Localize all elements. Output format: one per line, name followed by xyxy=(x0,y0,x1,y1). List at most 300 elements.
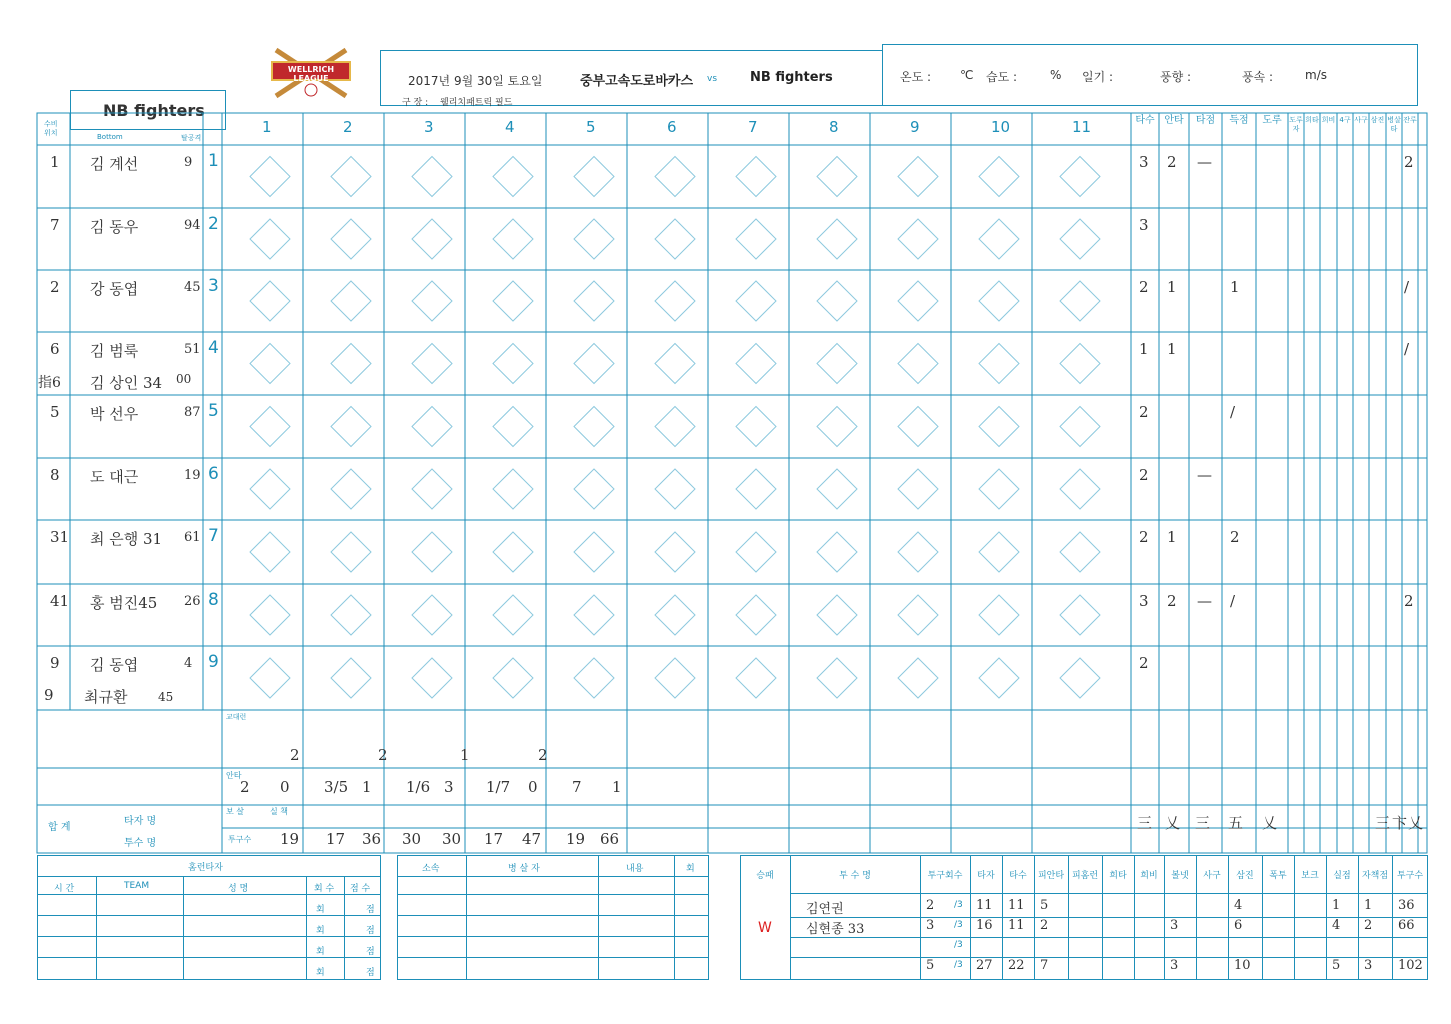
base-diamond xyxy=(331,344,371,384)
base-diamond xyxy=(979,219,1019,259)
inning-runs: 2 xyxy=(290,746,300,764)
wind-speed-label: 풍속 : xyxy=(1242,70,1274,84)
hr-col-time: 시 간 xyxy=(54,884,75,894)
base-diamond xyxy=(736,469,776,509)
base-diamond xyxy=(250,532,290,572)
sub-name-2: 최규환 xyxy=(84,688,128,706)
base-diamond xyxy=(412,595,452,635)
batter-stat: 2 xyxy=(1139,654,1149,672)
inning-header: 3 xyxy=(424,118,434,136)
batter-name: 김 계선 xyxy=(90,155,139,173)
batter-stat: 2 xyxy=(1139,403,1149,421)
hr-unit-inning: 회 xyxy=(316,926,325,936)
pitcher-col-header: 자책점 xyxy=(1361,871,1389,881)
hr-unit-score: 점 xyxy=(366,968,375,978)
base-diamond xyxy=(250,658,290,698)
batter-name: 김 동우 xyxy=(90,218,139,236)
homerun-box xyxy=(37,855,381,980)
pitcher-innings-frac: /3 xyxy=(954,920,963,930)
stat-header: 득점 xyxy=(1229,115,1249,126)
base-diamond xyxy=(1060,658,1100,698)
base-diamond xyxy=(493,219,533,259)
sub-name-1: 김 상인 34 xyxy=(90,374,163,392)
batting-order: 9 xyxy=(208,652,219,672)
base-diamond xyxy=(817,219,857,259)
hr-unit-score: 점 xyxy=(366,926,375,936)
pitcher-col-header: 희타 xyxy=(1109,871,1127,881)
pitcher-runs: 1 xyxy=(1332,898,1341,913)
inning-hits: 3/5 xyxy=(324,778,349,796)
base-diamond xyxy=(412,658,452,698)
base-diamond xyxy=(412,344,452,384)
base-diamond xyxy=(1060,532,1100,572)
inning-hits: 0 xyxy=(280,778,290,796)
base-diamond xyxy=(898,532,938,572)
pitcher-hits: 7 xyxy=(1040,958,1049,973)
inning-pitches: 17 xyxy=(484,830,504,848)
base-diamond xyxy=(979,658,1019,698)
base-diamond xyxy=(493,344,533,384)
pitcher-innings-frac: /3 xyxy=(954,960,963,970)
batter-name: 강 동엽 xyxy=(90,280,139,298)
inning-hits: 1 xyxy=(362,778,372,796)
inning-hits: 3 xyxy=(444,778,454,796)
pitcher-col-header: 타수 xyxy=(1009,871,1027,881)
batter-number: 87 xyxy=(184,405,201,420)
pitcher-strikeouts: 10 xyxy=(1234,958,1251,973)
batting-order: 1 xyxy=(208,151,219,171)
batter-stat: 3 xyxy=(1139,592,1149,610)
batter-name: 김 동엽 xyxy=(90,656,139,674)
base-diamond xyxy=(493,157,533,197)
pitcher-col-header: 볼넷 xyxy=(1171,871,1189,881)
base-diamond xyxy=(574,658,614,698)
pitcher-strikeouts: 4 xyxy=(1234,898,1243,913)
batter-name: 도 대근 xyxy=(90,468,139,486)
pitch-label: 투구수 xyxy=(228,835,252,844)
pitcher-col-header: 투구수 xyxy=(1396,871,1424,881)
base-diamond xyxy=(250,281,290,321)
base-diamond xyxy=(736,658,776,698)
batter-stat: 1 xyxy=(1167,340,1177,358)
batter-position: 8 xyxy=(50,466,60,484)
base-diamond xyxy=(979,157,1019,197)
base-diamond xyxy=(898,595,938,635)
base-diamond xyxy=(655,407,695,447)
pitcher-name: 심현종 33 xyxy=(806,922,865,937)
batting-order: 3 xyxy=(208,276,219,296)
pitcher-row-divider xyxy=(790,893,1428,894)
inning-pitches: 47 xyxy=(522,830,542,848)
inning-header: 2 xyxy=(343,118,353,136)
hr-col-name: 성 명 xyxy=(228,884,249,894)
hr-col-inning: 회 수 xyxy=(314,884,335,894)
batter-position: 9 xyxy=(50,654,60,672)
ej-col-team: 소속 xyxy=(422,864,440,874)
stat-header: 희비 xyxy=(1321,116,1336,124)
base-diamond xyxy=(898,219,938,259)
batter-name: 김 범룩 xyxy=(90,342,139,360)
base-diamond xyxy=(898,469,938,509)
batter-name: 홍 범진45 xyxy=(90,594,158,612)
base-diamond xyxy=(574,219,614,259)
inning-header: 11 xyxy=(1072,118,1092,136)
pitcher-col-header: 타자 xyxy=(977,871,995,881)
wind-unit: m/s xyxy=(1305,68,1327,82)
base-diamond xyxy=(736,407,776,447)
base-diamond xyxy=(331,469,371,509)
pitcher-at-bats: 11 xyxy=(1008,918,1025,933)
stat-header: 잔루 xyxy=(1403,116,1417,124)
base-diamond xyxy=(1060,595,1100,635)
inning-pitches: 30 xyxy=(442,830,462,848)
batter-number: 9 xyxy=(184,155,193,170)
base-diamond xyxy=(331,281,371,321)
pitcher-pitch-count: 36 xyxy=(1398,898,1415,913)
stadium-name: 웰리치패트릭 필드 xyxy=(440,98,513,108)
base-diamond xyxy=(817,281,857,321)
batting-order: 4 xyxy=(208,338,219,358)
inning-header: 1 xyxy=(262,118,272,136)
pitcher-hits: 5 xyxy=(1040,898,1049,913)
team-name: NB fighters xyxy=(103,101,205,120)
totals-batters-label: 타자 명 xyxy=(124,816,157,827)
batting-order: 8 xyxy=(208,590,219,610)
pitcher-col-header: 실점 xyxy=(1333,871,1351,881)
batter-number: 45 xyxy=(184,280,201,295)
pitcher-pitch-count: 66 xyxy=(1398,918,1415,933)
base-diamond xyxy=(1060,157,1100,197)
pitcher-win-loss: W xyxy=(758,920,772,936)
batting-order: 2 xyxy=(208,214,219,234)
base-diamond xyxy=(412,281,452,321)
change-label: 교대런 xyxy=(226,713,247,721)
base-diamond xyxy=(1060,344,1100,384)
batter-number: 4 xyxy=(184,656,193,671)
inning-pitches: 19 xyxy=(280,830,300,848)
sub-pos-2: 9 xyxy=(44,686,54,704)
base-diamond xyxy=(250,344,290,384)
base-diamond xyxy=(250,469,290,509)
base-diamond xyxy=(736,219,776,259)
base-diamond xyxy=(250,595,290,635)
stat-total: 乂 xyxy=(1408,814,1424,832)
batting-order: 5 xyxy=(208,401,219,421)
ejection-box xyxy=(397,855,709,980)
base-diamond xyxy=(331,595,371,635)
base-diamond xyxy=(1060,219,1100,259)
stat-total: 三 xyxy=(1195,814,1211,832)
base-diamond xyxy=(898,157,938,197)
stat-total: 乂 xyxy=(1165,814,1181,832)
batter-stat: — xyxy=(1197,466,1212,484)
base-diamond xyxy=(412,219,452,259)
base-diamond xyxy=(331,219,371,259)
base-diamond xyxy=(817,595,857,635)
hr-col-score: 점 수 xyxy=(350,884,371,894)
base-diamond xyxy=(574,157,614,197)
batter-stat: 1 xyxy=(1139,340,1149,358)
inning-header: 7 xyxy=(748,118,758,136)
batter-stat: / xyxy=(1230,403,1236,421)
base-diamond xyxy=(979,595,1019,635)
base-diamond xyxy=(250,407,290,447)
base-diamond xyxy=(1060,281,1100,321)
base-diamond xyxy=(574,407,614,447)
stadium-label: 구 장 : xyxy=(402,98,429,108)
base-diamond xyxy=(817,532,857,572)
pitcher-col-header: 삼진 xyxy=(1236,871,1254,881)
batter-stat: 2 xyxy=(1139,466,1149,484)
base-diamond xyxy=(655,344,695,384)
batter-stat: 2 xyxy=(1167,153,1177,171)
stat-header: 안타 xyxy=(1164,115,1184,126)
inning-header: 6 xyxy=(667,118,677,136)
inning-pitches: 19 xyxy=(566,830,586,848)
base-diamond xyxy=(979,344,1019,384)
pitcher-col-header: 폭투 xyxy=(1269,871,1287,881)
batter-left-on-base: / xyxy=(1404,278,1410,296)
base-diamond xyxy=(817,344,857,384)
ej-col-player: 병 살 자 xyxy=(508,864,540,874)
batter-stat: 2 xyxy=(1167,592,1177,610)
base-diamond xyxy=(655,658,695,698)
base-diamond xyxy=(250,157,290,197)
inning-header: 8 xyxy=(829,118,839,136)
stat-header: 삼진 xyxy=(1370,116,1385,124)
hits-label: 안타 xyxy=(226,771,242,780)
away-team: NB fighters xyxy=(750,70,833,85)
temp-unit: ℃ xyxy=(960,68,974,82)
pitcher-innings: 2 xyxy=(926,898,935,913)
batter-stat: — xyxy=(1197,153,1212,171)
hr-unit-inning: 회 xyxy=(316,905,325,915)
inning-runs: 1 xyxy=(460,746,470,764)
batter-position: 1 xyxy=(50,153,60,171)
pitcher-col-header: 희비 xyxy=(1140,871,1158,881)
pitcher-col-header: 투구회수 xyxy=(927,871,963,881)
base-diamond xyxy=(1060,469,1100,509)
pitcher-innings: 5 xyxy=(926,958,935,973)
base-diamond xyxy=(736,595,776,635)
batter-number: 26 xyxy=(184,594,201,609)
hr-col-team: TEAM xyxy=(124,881,150,891)
game-date: 2017년 9월 30일 토요일 xyxy=(408,74,543,88)
inning-pitches: 36 xyxy=(362,830,382,848)
batter-left-on-base: 2 xyxy=(1404,592,1414,610)
base-diamond xyxy=(898,407,938,447)
inning-header: 10 xyxy=(991,118,1011,136)
stat-header: 희타 xyxy=(1305,116,1319,124)
inning-pitches: 30 xyxy=(402,830,422,848)
batting-order: 6 xyxy=(208,464,219,484)
pitcher-batters-faced: 27 xyxy=(976,958,993,973)
inning-header: 9 xyxy=(910,118,920,136)
inning-hits: 0 xyxy=(528,778,538,796)
inning-pitches: 66 xyxy=(600,830,620,848)
pitcher-innings-frac: /3 xyxy=(954,900,963,910)
team-sub-left: Bottom xyxy=(97,133,123,141)
base-diamond xyxy=(574,281,614,321)
pitcher-earned-runs: 3 xyxy=(1364,958,1373,973)
team-sub-right: 탈공격 xyxy=(181,134,202,142)
batter-stat: 2 xyxy=(1230,528,1240,546)
home-team: 중부고속도로바카스 xyxy=(580,74,694,89)
pitcher-name: 김연권 xyxy=(806,902,844,917)
base-diamond xyxy=(574,344,614,384)
pitcher-hits: 2 xyxy=(1040,918,1049,933)
base-diamond xyxy=(493,595,533,635)
batter-stat: 3 xyxy=(1139,153,1149,171)
stat-header: 도루 xyxy=(1262,115,1282,126)
base-diamond xyxy=(574,595,614,635)
batter-stat: / xyxy=(1230,592,1236,610)
stat-header: 병살타 xyxy=(1387,116,1401,133)
totals-label: 합 계 xyxy=(48,822,71,833)
inning-hits: 1 xyxy=(612,778,622,796)
temp-label: 온도 : xyxy=(900,70,932,84)
base-diamond xyxy=(412,532,452,572)
base-diamond xyxy=(655,469,695,509)
batter-number: 51 xyxy=(184,342,201,357)
pitcher-runs: 4 xyxy=(1332,918,1341,933)
inning-header: 5 xyxy=(586,118,596,136)
batter-stat: 1 xyxy=(1230,278,1240,296)
batting-order: 7 xyxy=(208,526,219,546)
totals-pitchers-label: 투수 명 xyxy=(124,838,157,849)
pitcher-batters-faced: 11 xyxy=(976,898,993,913)
batter-left-on-base: / xyxy=(1404,340,1410,358)
ej-col-content: 내용 xyxy=(626,864,644,874)
pitcher-walks: 3 xyxy=(1170,918,1179,933)
batter-left-on-base: 2 xyxy=(1404,153,1414,171)
pitcher-walks: 3 xyxy=(1170,958,1179,973)
base-diamond xyxy=(493,407,533,447)
hr-unit-inning: 회 xyxy=(316,968,325,978)
batter-position: 7 xyxy=(50,216,60,234)
pitcher-col-header: 투 수 명 xyxy=(839,871,871,881)
base-diamond xyxy=(493,281,533,321)
base-diamond xyxy=(817,157,857,197)
pitcher-row-divider xyxy=(790,937,1428,938)
inning-pitches: 17 xyxy=(326,830,346,848)
base-diamond xyxy=(655,157,695,197)
stat-total: 三 xyxy=(1375,814,1391,832)
base-diamond xyxy=(979,281,1019,321)
base-diamond xyxy=(493,532,533,572)
hr-unit-score: 점 xyxy=(366,905,375,915)
stat-total: 五 xyxy=(1228,814,1244,832)
base-diamond xyxy=(979,469,1019,509)
batter-number: 61 xyxy=(184,530,201,545)
position-col-header: 수비 위치 xyxy=(44,120,58,137)
base-diamond xyxy=(655,281,695,321)
base-diamond xyxy=(412,469,452,509)
base-diamond xyxy=(574,532,614,572)
hr-unit-inning: 회 xyxy=(316,947,325,957)
pitcher-col-header: 피홈런 xyxy=(1071,871,1099,881)
base-diamond xyxy=(493,469,533,509)
base-diamond xyxy=(736,157,776,197)
base-diamond xyxy=(331,658,371,698)
wind-dir-label: 풍향 : xyxy=(1160,70,1192,84)
base-diamond xyxy=(331,157,371,197)
pitcher-strikeouts: 6 xyxy=(1234,918,1243,933)
sub-num-2: 45 xyxy=(158,690,174,704)
stat-header: 4구 xyxy=(1339,116,1351,124)
base-diamond xyxy=(655,219,695,259)
stat-total: 三 xyxy=(1137,814,1153,832)
batter-stat: — xyxy=(1197,592,1212,610)
inning-hits: 7 xyxy=(572,778,582,796)
pitcher-at-bats: 11 xyxy=(1008,898,1025,913)
pitcher-at-bats: 22 xyxy=(1008,958,1025,973)
batter-stat: 3 xyxy=(1139,216,1149,234)
logo-text: WELLRICH LEAGUE xyxy=(287,65,335,83)
base-diamond xyxy=(1060,407,1100,447)
base-diamond xyxy=(898,344,938,384)
humidity-label: 습도 : xyxy=(986,70,1018,84)
inning-runs: 2 xyxy=(538,746,548,764)
base-diamond xyxy=(979,532,1019,572)
pitcher-earned-runs: 2 xyxy=(1364,918,1373,933)
stat-header: 도루자 xyxy=(1289,116,1303,133)
batter-stat: 1 xyxy=(1167,278,1177,296)
sub-num-1: 00 xyxy=(176,372,192,386)
inning-hits: 2 xyxy=(240,778,250,796)
base-diamond xyxy=(979,407,1019,447)
base-diamond xyxy=(250,219,290,259)
base-diamond xyxy=(412,157,452,197)
sub-pos-1: 指6 xyxy=(38,375,61,391)
batter-position: 6 xyxy=(50,340,60,358)
pitcher-col-header: 승패 xyxy=(756,871,774,881)
base-diamond xyxy=(898,281,938,321)
base-diamond xyxy=(736,281,776,321)
base-diamond xyxy=(898,658,938,698)
humidity-unit: % xyxy=(1050,68,1062,82)
batter-number: 19 xyxy=(184,468,201,483)
base-diamond xyxy=(655,532,695,572)
batter-position: 5 xyxy=(50,403,60,421)
stat-header: 타수 xyxy=(1135,115,1155,126)
bb-label: 보 살 xyxy=(226,807,244,816)
pitcher-batters-faced: 16 xyxy=(976,918,993,933)
ej-col-inning: 회 xyxy=(686,864,695,874)
batter-stat: 1 xyxy=(1167,528,1177,546)
base-diamond xyxy=(331,532,371,572)
base-diamond xyxy=(655,595,695,635)
inning-runs: 2 xyxy=(378,746,388,764)
stat-total: 乂 xyxy=(1262,814,1278,832)
pitcher-col-header: 보크 xyxy=(1301,871,1319,881)
inning-hits: 1/6 xyxy=(406,778,431,796)
base-diamond xyxy=(736,344,776,384)
batter-position: 41 xyxy=(50,592,70,610)
batter-position: 2 xyxy=(50,278,60,296)
inning-hits: 1/7 xyxy=(486,778,511,796)
inning-header: 4 xyxy=(505,118,515,136)
pitcher-pitch-count: 102 xyxy=(1398,958,1423,973)
pitcher-runs: 5 xyxy=(1332,958,1341,973)
pitcher-earned-runs: 1 xyxy=(1364,898,1373,913)
base-diamond xyxy=(817,407,857,447)
base-diamond xyxy=(493,658,533,698)
err-label: 실 책 xyxy=(270,807,288,816)
base-diamond xyxy=(574,469,614,509)
pitcher-innings: 3 xyxy=(926,918,935,933)
base-diamond xyxy=(736,532,776,572)
